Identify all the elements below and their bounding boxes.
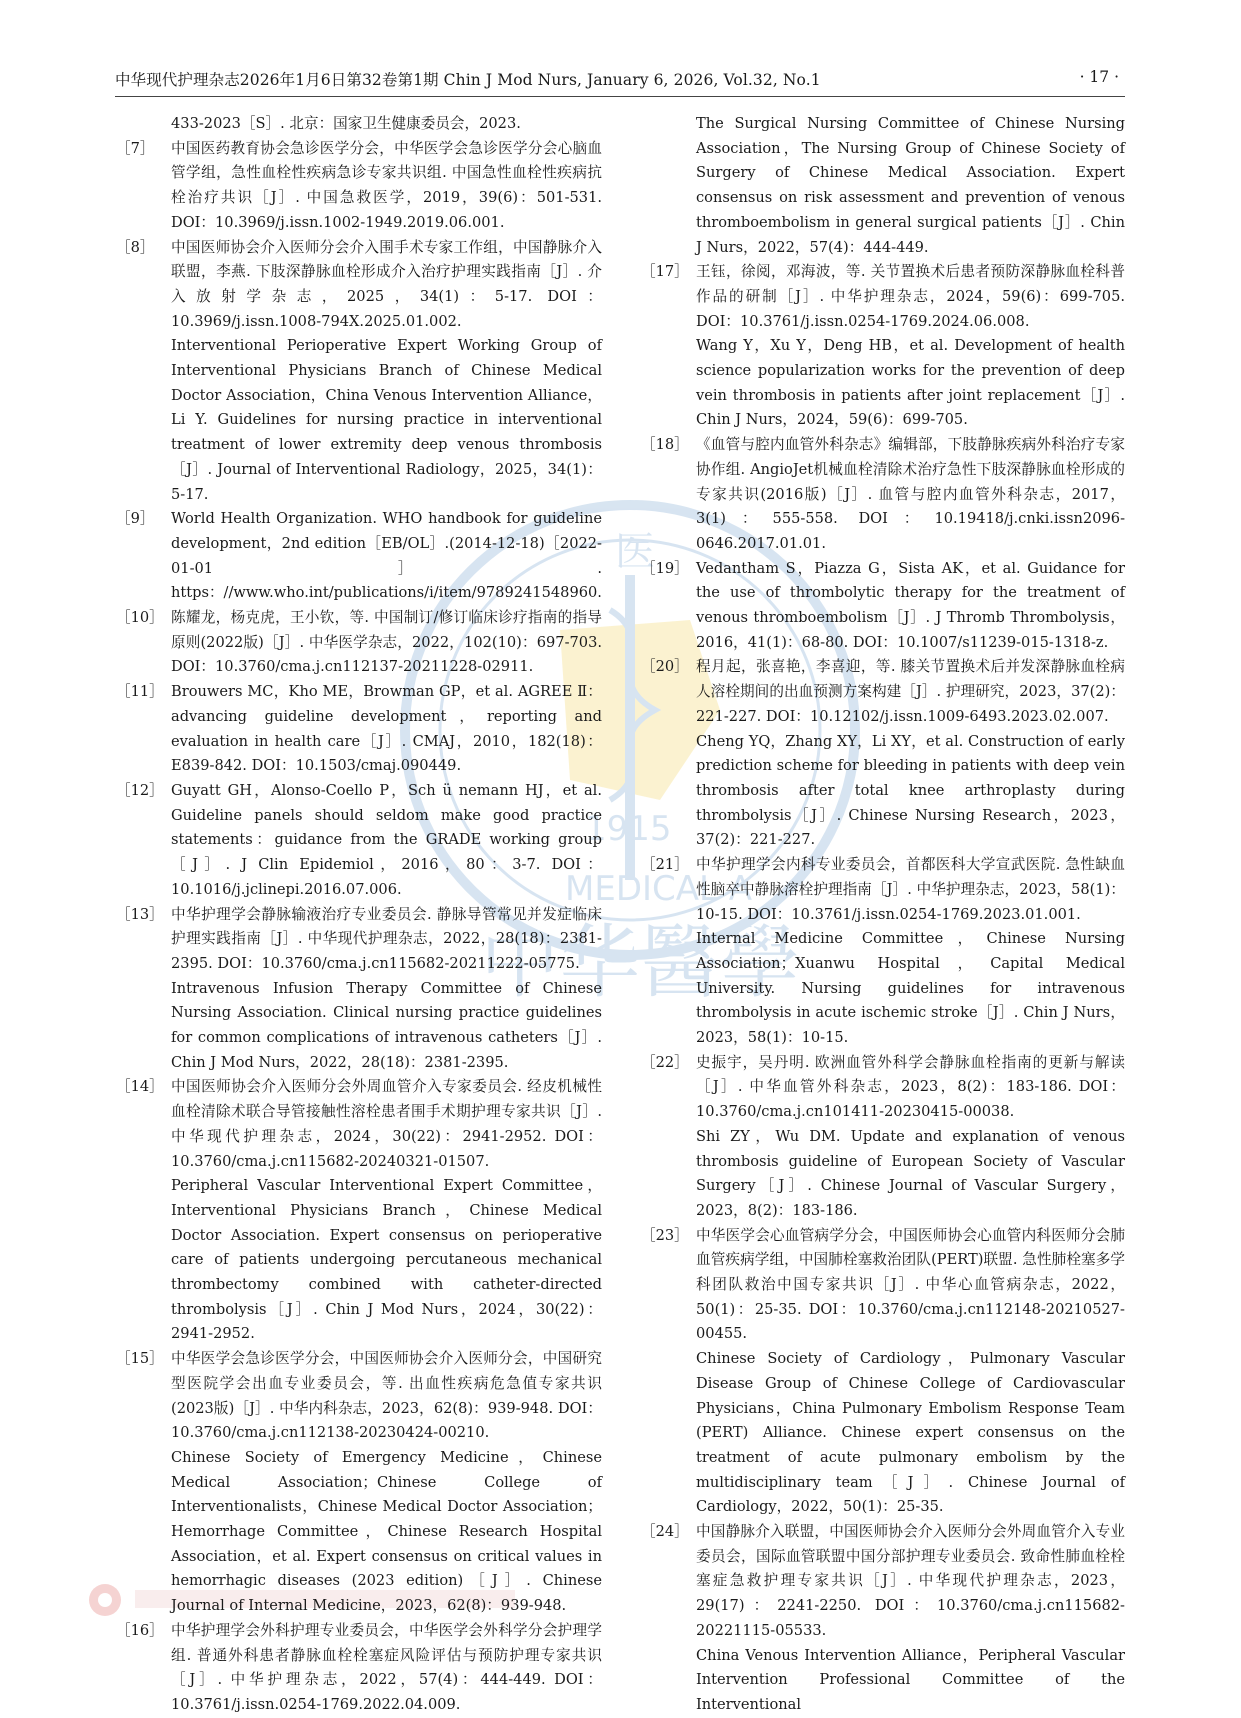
reference-number: ［8］ bbox=[116, 238, 155, 256]
reference-text: 中华护理学会外科护理专业委员会，中华医学会外科学分会护理学组. 普通外科患者静脉血栓栓塞症风险评估与预防护理专家共识［J］. 中华护理杂志，2022，57(4)：444-449. DOI：10.3761/j.issn.0254-1769.2022.04.009. bbox=[171, 1621, 602, 1713]
reference-number: ［9］ bbox=[116, 510, 155, 528]
reference-item bbox=[641, 853, 1125, 1051]
reference-body bbox=[171, 1347, 602, 1619]
reference-body bbox=[696, 853, 1125, 1051]
reference-text: 中国医师协会介入医师分会外周血管介入专家委员会. 经皮机械性血栓清除术联合导管接触性溶栓患者围手术期护理专家共识［J］. 中华现代护理杂志，2024，30(22)：2941-2952. DOI：10.3760/cma.j.cn115682-20240321-01507. bbox=[171, 1078, 602, 1170]
reference-number: ［11］ bbox=[116, 683, 164, 701]
reference-item bbox=[116, 680, 602, 779]
reference-body bbox=[696, 557, 1125, 656]
reference-number: ［16］ bbox=[116, 1621, 164, 1639]
reference-text: Interventional Perioperative Expert Working Group of Interventional Physicians Branch of Chinese Medical Doctor Association，China Venous Intervention Alliance，Li Y. Guidelines for nursing practice in interventional treatment of lower extremity deep venous thrombosis［J］. Journal of Interventional Radiology，2025，34(1)：5-17. bbox=[171, 337, 602, 503]
watermark-text: MEDICAL A bbox=[565, 869, 753, 909]
reference-text: Internal Medicine Committee，Chinese Nursing Association；Xuanwu Hospital，Capital Medical University. Nursing guidelines for intravenous thrombolysis in acute ischemic stroke［J］. Chin J Nurs，2023，58(1)：10-15. bbox=[696, 930, 1125, 1047]
reference-item bbox=[116, 1619, 602, 1718]
reference-text: 史振宇，吴丹明. 欧洲血管外科学会静脉血栓指南的更新与解读［J］. 中华血管外科杂志，2023，8(2)：183-186. DOI：10.3760/cma.j.cn101411-20230415-00038. bbox=[696, 1053, 1125, 1121]
reference-item bbox=[116, 1347, 602, 1619]
reference-item bbox=[116, 606, 602, 680]
reference-item bbox=[116, 779, 602, 903]
reference-text: Chinese Society of Cardiology，Pulmonary Vascular Disease Group of Chinese College of Cardiovascular Physicians，China Pulmonary Embolism Response Team (PERT) Alliance. Chinese expert consensus on the treatment of acute pulmonary embolism by the multidisciplinary team［J］. Chinese Journal of Cardiology，2022，50(1)：25-35. bbox=[696, 1350, 1125, 1516]
reference-body bbox=[696, 433, 1125, 557]
reference-text: 中华护理学会静脉输液治疗专业委员会. 静脉导管常见并发症临床护理实践指南［J］. 中华现代护理杂志，2022，28(18)：2381-2395. DOI：10.3760/cma.j.cn115682-20211222-05775. bbox=[171, 905, 602, 972]
watermark-calligraphy: 中华醫學 bbox=[480, 916, 800, 1000]
reference-text: Shi ZY，Wu DM. Update and explanation of venous thrombosis guideline of European Society of Vascular Surgery［J］. Chinese Journal of Vascular Surgery，2023，8(2)：183-186. bbox=[696, 1127, 1125, 1219]
reference-text: The Surgical Nursing Committee of Chinese Nursing Association，The Nursing Group of Chinese Society of Surgery of Chinese Medical Association. Expert consensus on risk assessment and prevention of venous thromboembolism in general surgical patients［J］. Chin J Nurs，2022，57(4)：444-449. bbox=[696, 115, 1125, 256]
journal-citation-header: 中华现代护理杂志2026年1月6日第32卷第1期 Chin J Mod Nurs, January 6, 2026, Vol.32, No.1 bbox=[115, 71, 821, 89]
reference-item bbox=[116, 236, 602, 508]
reference-text: 程月起，张喜艳，李喜迎，等. 膝关节置换术后并发深静脉血栓病人溶栓期间的出血预测方案构建［J］. 护理研究，2023，37(2)：221-227. DOI：10.12102/j.issn.1009-6493.2023.02.007. bbox=[696, 658, 1125, 725]
running-header bbox=[115, 68, 1125, 97]
reference-text: 王钰，徐阅，邓海波，等. 关节置换术后患者预防深静脉血栓科普作品的研制［J］. 中华护理杂志，2024，59(6)：699-705. DOI：10.3761/j.issn.0254-1769.2024.06.008. bbox=[696, 263, 1125, 330]
reference-item bbox=[116, 137, 602, 236]
reference-item bbox=[116, 903, 602, 1076]
reference-text: Guyatt GH，Alonso-Coello P，Sch ü nemann HJ，et al. Guideline panels should seldom make good practice statements：guidance from the GRADE working group［J］. J Clin Epidemiol，2016，80：3-7. DOI：10.1016/j.jclinepi.2016.07.006. bbox=[171, 781, 602, 898]
reference-number: ［24］ bbox=[641, 1523, 689, 1541]
reference-number: ［15］ bbox=[116, 1350, 164, 1368]
reference-text: Chinese Society of Emergency Medicine，Chinese Medical Association；Chinese College of Interventionalists，Chinese Medical Doctor Association；Hemorrhage Committee，Chinese Research Hospital Association，et al. Expert consensus on critical values in hemorrhagic diseases (2023 edition)［J］. Chinese Journal of Internal Medicine，2023，62(8)：939-948. bbox=[171, 1448, 602, 1615]
reference-number: ［7］ bbox=[116, 139, 155, 157]
reference-text: Wang Y，Xu Y，Deng HB，et al. Development of health science popularization works for the prevention of deep vein thrombosis in patients after joint replacement［J］. Chin J Nurs，2024，59(6)：699-705. bbox=[696, 337, 1125, 429]
reference-text: 中国静脉介入联盟，中国医师协会介入医师分会外周血管介入专业委员会，国际血管联盟中国分部护理专业委员会. 致命性肺血栓栓塞症急救护理专家共识［J］. 中华现代护理杂志，2023，29(17)：2241-2250. DOI：10.3760/cma.j.cn115682-20221115-05533. bbox=[696, 1523, 1125, 1639]
reference-body bbox=[171, 606, 602, 680]
reference-item bbox=[641, 433, 1125, 557]
watermark-glyph: 医 bbox=[615, 529, 655, 575]
reference-body bbox=[171, 137, 602, 236]
reference-item bbox=[641, 1051, 1125, 1224]
reference-text: World Health Organization. WHO handbook for guideline development，2nd edition［EB/OL］.(2014-12-18)［2022-01-01］. https：//www.who.int/publications/i/item/9789241548960. bbox=[171, 510, 602, 602]
watermark-year: 1915 bbox=[585, 809, 672, 849]
reference-body bbox=[696, 260, 1125, 433]
reference-text: 中华医学会心血管病学分会，中国医师协会心血管内科医师分会肺血管疾病学组，中国肺栓塞救治团队(PERT)联盟. 急性肺栓塞多学科团队救治中国专家共识［J］. 中华心血管病杂志，2022，50(1)：25-35. DOI：10.3760/cma.j.cn112148-20210527-00455. bbox=[696, 1226, 1125, 1343]
reference-body bbox=[171, 1075, 602, 1347]
reference-number: ［18］ bbox=[641, 436, 689, 454]
reference-body bbox=[696, 1224, 1125, 1520]
reference-body bbox=[171, 1619, 602, 1718]
reference-number: ［23］ bbox=[641, 1226, 689, 1244]
reference-item bbox=[641, 557, 1125, 656]
reference-number: ［14］ bbox=[116, 1078, 164, 1096]
reference-item bbox=[641, 655, 1125, 853]
reference-number: ［10］ bbox=[116, 609, 164, 627]
reference-text: Cheng YQ，Zhang XY，Li XY，et al. Construction of early prediction scheme for bleeding in patients with deep vein thrombosis after total knee arthroplasty during thrombolysis［J］. Chinese Nursing Research，2023，37(2)：221-227. bbox=[696, 732, 1125, 849]
reference-text: 433-2023［S］. 北京：国家卫生健康委员会，2023. bbox=[171, 115, 521, 132]
reference-text: 《血管与腔内血管外科杂志》编辑部，下肢静脉疾病外科治疗专家协作组. AngioJet机械血栓清除术治疗急性下肢深静脉血栓形成的专家共识(2016版)［J］. 血管与腔内血管外科杂志，2017，3(1)：555-558. DOI：10.19418/j.cnki.issn2096-0646.2017.01.01. bbox=[696, 436, 1125, 552]
reference-body bbox=[171, 507, 602, 606]
reference-item bbox=[641, 1224, 1125, 1520]
reference-item bbox=[641, 1520, 1125, 1718]
reference-text: 中国医师协会介入医师分会介入围手术专家工作组，中国静脉介入联盟，李燕. 下肢深静脉血栓形成介入治疗护理实践指南［J］. 介入放射学杂志，2025，34(1)：5-17. DOI：10.3969/j.issn.1008-794X.2025.01.002. bbox=[171, 238, 602, 330]
reference-continuation bbox=[641, 112, 1125, 260]
reference-text: 中华护理学会内科专业委员会，首都医科大学宣武医院. 急性缺血性脑卒中静脉溶栓护理指南［J］. 中华护理杂志，2023，58(1)：10-15. DOI：10.3761/j.issn.0254-1769.2023.01.001. bbox=[696, 856, 1125, 923]
reference-number: ［13］ bbox=[116, 905, 164, 923]
reference-text: Brouwers MC，Kho ME，Browman GP，et al. AGREE Ⅱ：advancing guideline development，reporting and evaluation in health care［J］. CMAJ，2010，182(18)：E839-842. DOI：10.1503/cmaj.090449. bbox=[171, 683, 602, 775]
reference-number: ［20］ bbox=[641, 658, 689, 676]
reference-number: ［19］ bbox=[641, 559, 689, 577]
reference-text: China Venous Intervention Alliance，Peripheral Vascular Intervention Professional Committee of the Interventional bbox=[696, 1646, 1125, 1713]
reference-item bbox=[116, 507, 602, 606]
reference-body bbox=[171, 903, 602, 1076]
reference-body bbox=[696, 1520, 1125, 1718]
reference-body bbox=[171, 236, 602, 508]
reference-number: ［17］ bbox=[641, 263, 689, 281]
page-number: · 17 · bbox=[1079, 68, 1119, 86]
references-left-column bbox=[116, 112, 602, 1718]
reference-continuation bbox=[116, 112, 602, 137]
reference-text: Vedantham S，Piazza G，Sista AK，et al. Guidance for the use of thrombolytic therapy for the treatment of venous thromboembolism［J］. J Thromb Thrombolysis，2016，41(1)：68-80. DOI：10.1007/s11239-015-1318-z. bbox=[696, 559, 1125, 651]
reference-text: 中国医药教育协会急诊医学分会，中华医学会急诊医学分会心脑血管学组，急性血栓性疾病急诊专家共识组. 中国急性血栓性疾病抗栓治疗共识［J］. 中国急救医学，2019，39(6)：501-531. DOI：10.3969/j.issn.1002-1949.2019.06.001. bbox=[171, 139, 602, 231]
reference-number: ［22］ bbox=[641, 1053, 689, 1071]
reference-body bbox=[171, 779, 602, 903]
reference-text: Intravenous Infusion Therapy Committee of Chinese Nursing Association. Clinical nursing practice guidelines for common complications of intravenous catheters［J］. Chin J Mod Nurs，2022，28(18)：2381-2395. bbox=[171, 979, 602, 1071]
reference-number: ［21］ bbox=[641, 856, 689, 874]
reference-text: 陈耀龙，杨克虎，王小钦，等. 中国制订/修订临床诊疗指南的指导原则(2022版)［J］. 中华医学杂志，2022，102(10)：697-703. DOI：10.3760/cma.j.cn112137-20211228-02911. bbox=[171, 609, 602, 676]
reference-item bbox=[641, 260, 1125, 433]
references-right-column bbox=[641, 112, 1125, 1718]
reference-body bbox=[696, 655, 1125, 853]
reference-body bbox=[696, 1051, 1125, 1224]
reference-body bbox=[171, 680, 602, 779]
reference-item bbox=[116, 1075, 602, 1347]
reference-text: 中华医学会急诊医学分会，中国医师协会介入医师分会，中国研究型医院学会出血专业委员会，等. 出血性疾病危急值专家共识(2023版)［J］. 中华内科杂志，2023，62(8)：939-948. DOI：10.3760/cma.j.cn112138-20230424-00210. bbox=[171, 1350, 602, 1442]
reference-text: Peripheral Vascular Interventional Expert Committee，Interventional Physicians Branch，Chinese Medical Doctor Association. Expert consensus on perioperative care of patients undergoing percutaneous mechanical thrombectomy combined with catheter-directed thrombolysis［J］. Chin J Mod Nurs，2024，30(22)：2941-2952. bbox=[171, 1177, 602, 1343]
reference-number: ［12］ bbox=[116, 781, 164, 799]
